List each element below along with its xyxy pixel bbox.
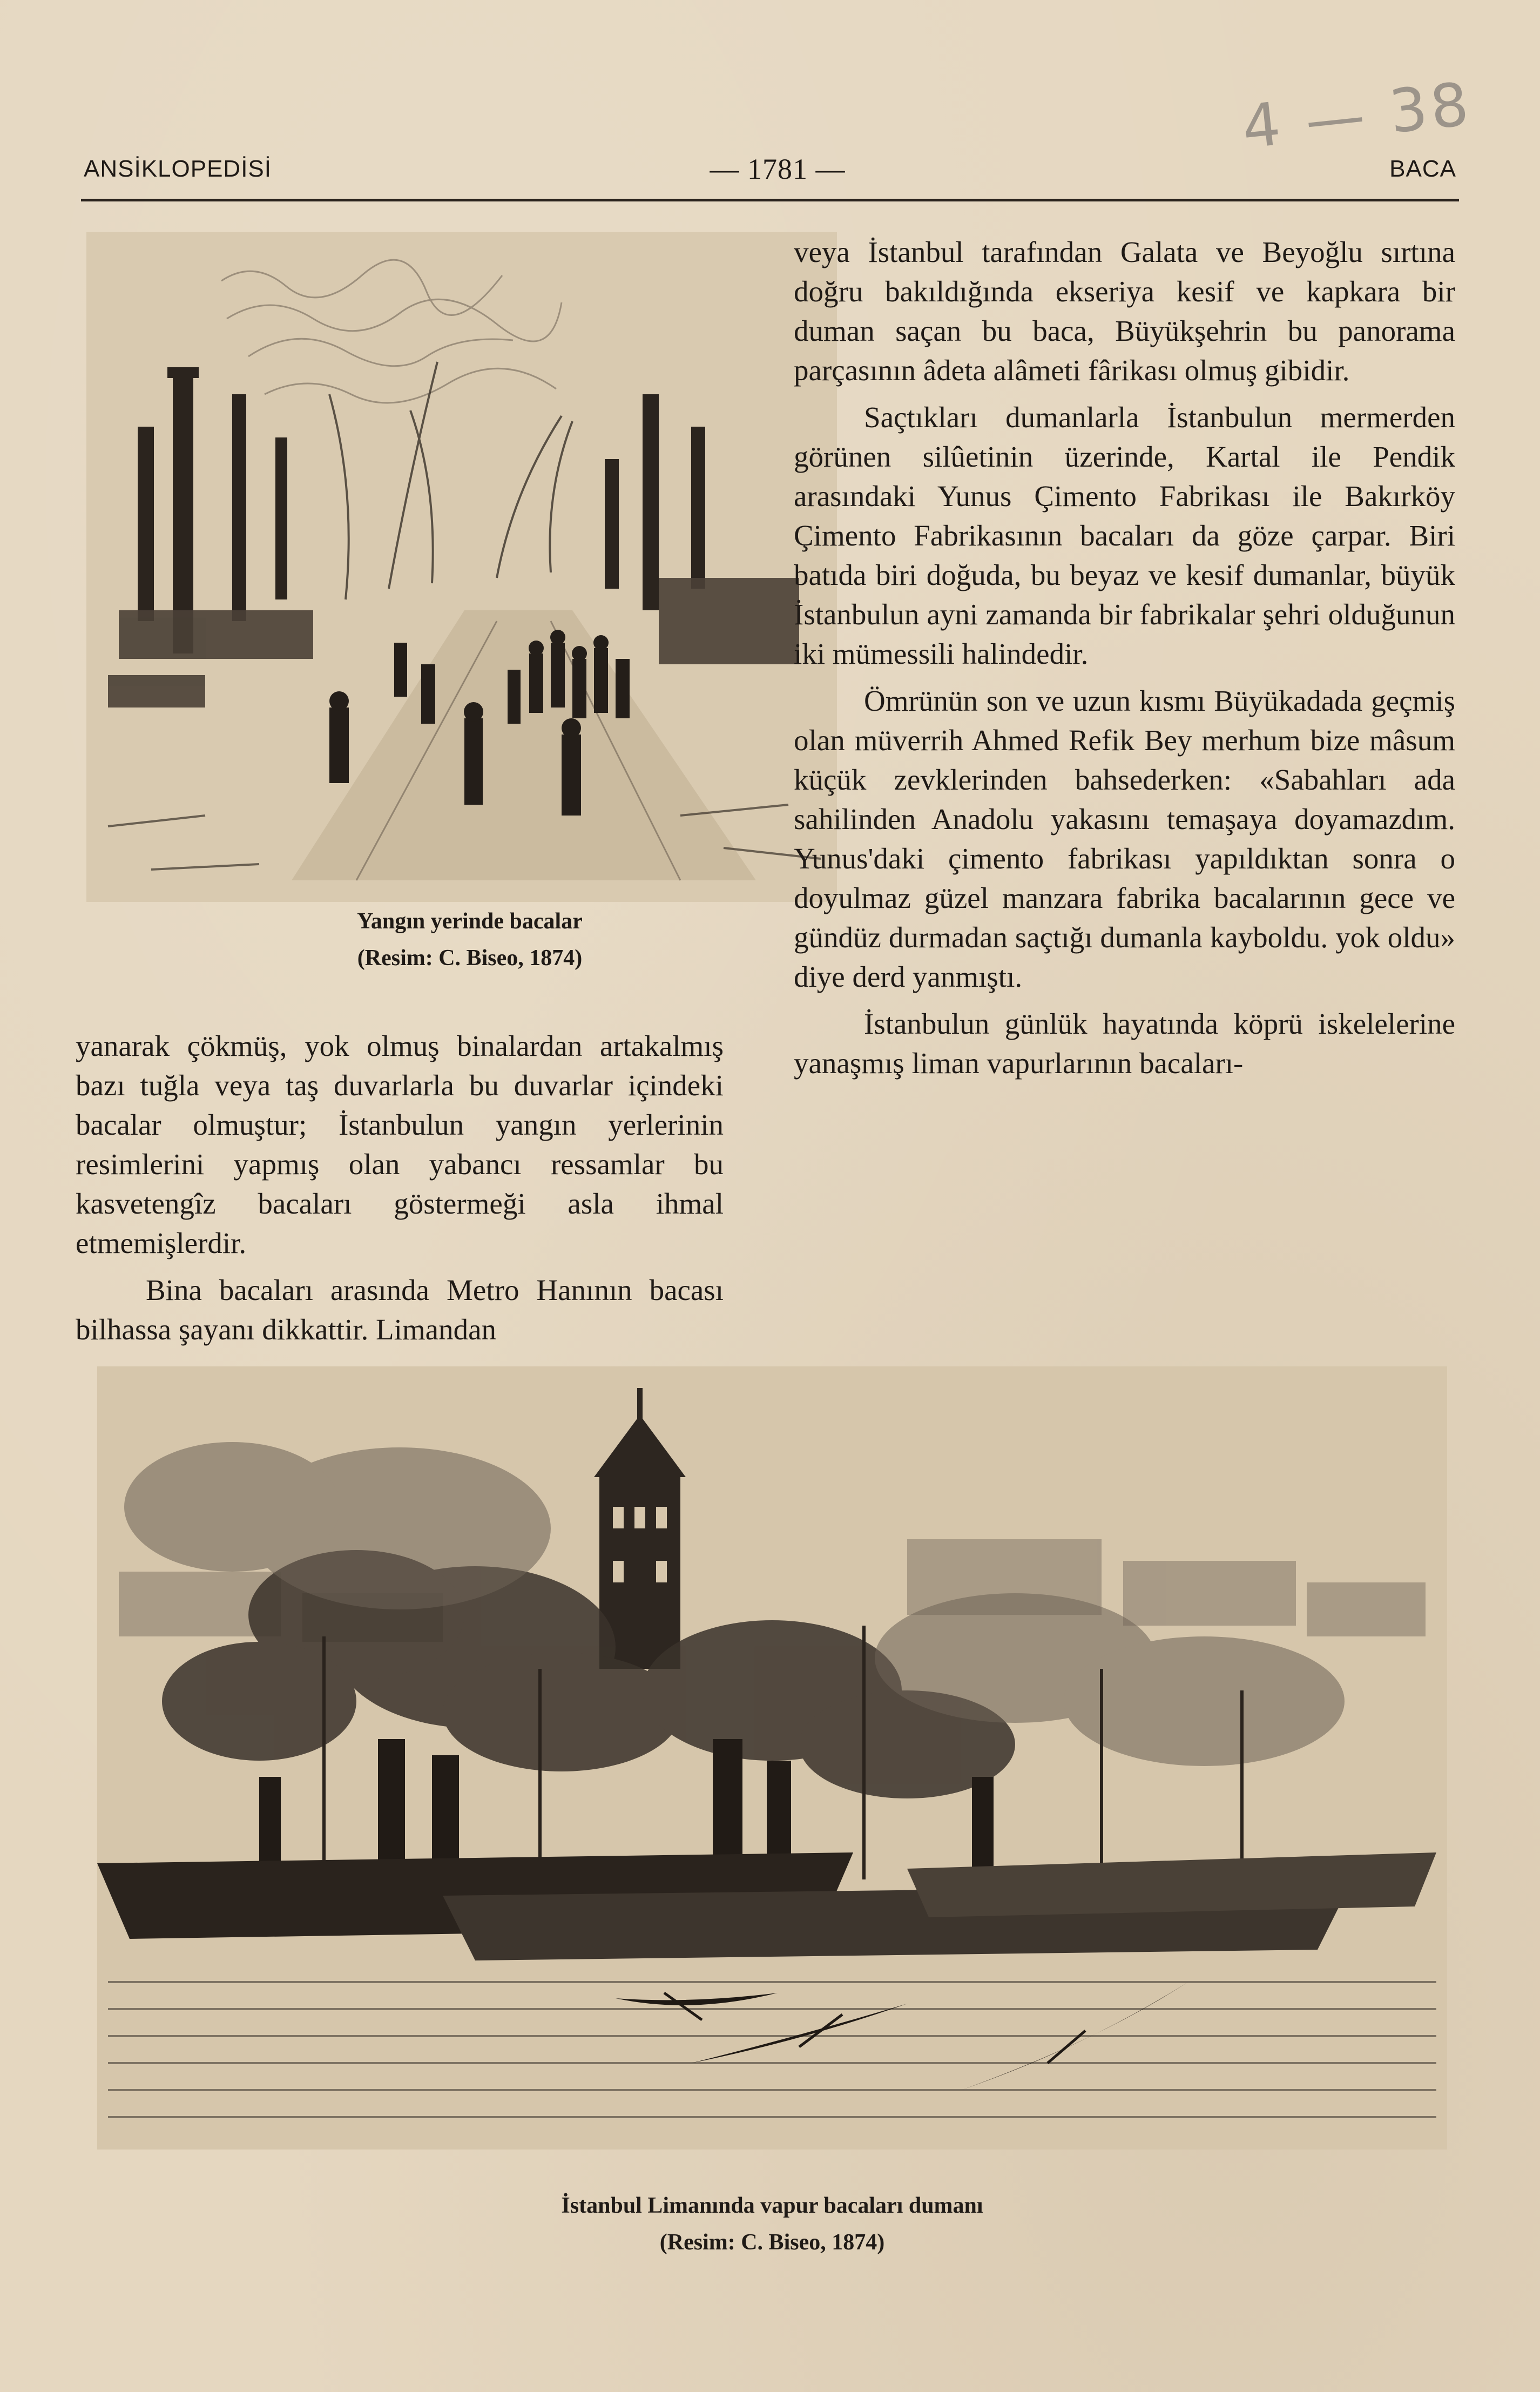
left-column — [76, 1026, 724, 1349]
paragraph: Ömrünün son ve uzun kısmı Büyükadada geçmiş olan müverrih Ahmed Refik Bey merhum bize mâsum küçük zevklerinden bahsederken: «Sabahları ada sahilinden Anadolu yakasını temaşaya doyamazdım. Yunus'daki çimento fabrikası yapıldıktan sonra o doyulmaz güzel manzara fabrika bacalarının gece ve gündüz durmadan saçtığı dumanla kayboldu. yok oldu» diye derd yanmıştı. — [794, 684, 1455, 993]
paragraph: Saçtıkları dumanlarla İstanbulun mermerden görünen silûetinin üzerinde, Kartal ile Pendik arasındaki Yunus Çimento Fabrikası ile Bakırköy Çimento Fabrikasının bacaları da göze çarpar. Biri batıda biri doğuda, bu beyaz ve kesif dumanlar, büyük İstanbulun ayni zamanda bir fabrikalar şehri olduğunun iki mümessili halindedir. — [794, 401, 1455, 670]
right-column — [794, 232, 1455, 1083]
harbor-steamers-engraving — [97, 1366, 1447, 2150]
paragraph: İstanbulun günlük hayatında köprü iskelelerine yanaşmış liman vapurlarının bacaları- — [794, 1007, 1455, 1080]
handwritten-note: 4 — 38 — [1239, 69, 1475, 162]
running-head-left: ANSİKLOPEDİSİ — [84, 156, 272, 182]
paragraph: veya İstanbul tarafından Galata ve Beyoğlu sırtına doğru bakıldığında ekseriya kesif ve kapkara bir duman saçan bu baca, Büyükşehrin bu panorama parçasının âdeta alâmeti fârikası olmuş gibidir. — [794, 235, 1455, 387]
fire-ruins-engraving — [86, 232, 837, 902]
caption-title: İstanbul Limanında vapur bacaları dumanı — [561, 2193, 983, 2218]
caption-title: Yangın yerinde bacalar — [357, 909, 583, 934]
running-head-right: BACA — [1389, 156, 1456, 182]
caption-credit: (Resim: C. Biseo, 1874) — [357, 946, 583, 971]
figure-caption-top — [281, 903, 659, 976]
header-rule — [81, 199, 1459, 201]
figure-caption-bottom — [432, 2187, 1112, 2261]
page-number: — 1781 — — [710, 153, 846, 185]
caption-credit: (Resim: C. Biseo, 1874) — [659, 2230, 885, 2255]
paragraph: Bina bacaları arasında Metro Hanının bacası bilhassa şayanı dikkattir. Limandan — [76, 1274, 724, 1346]
paragraph: yanarak çökmüş, yok olmuş binalardan artakalmış bazı tuğla veya taş duvarlarla bu duvarlar içindeki bacalar olmuştur; İstanbulun yangın yerlerinin resimlerini yapmış olan yabancı ressamlar bu kasvetengîz bacaları göstermeği asla ihmal etmemişlerdir. — [76, 1029, 724, 1259]
